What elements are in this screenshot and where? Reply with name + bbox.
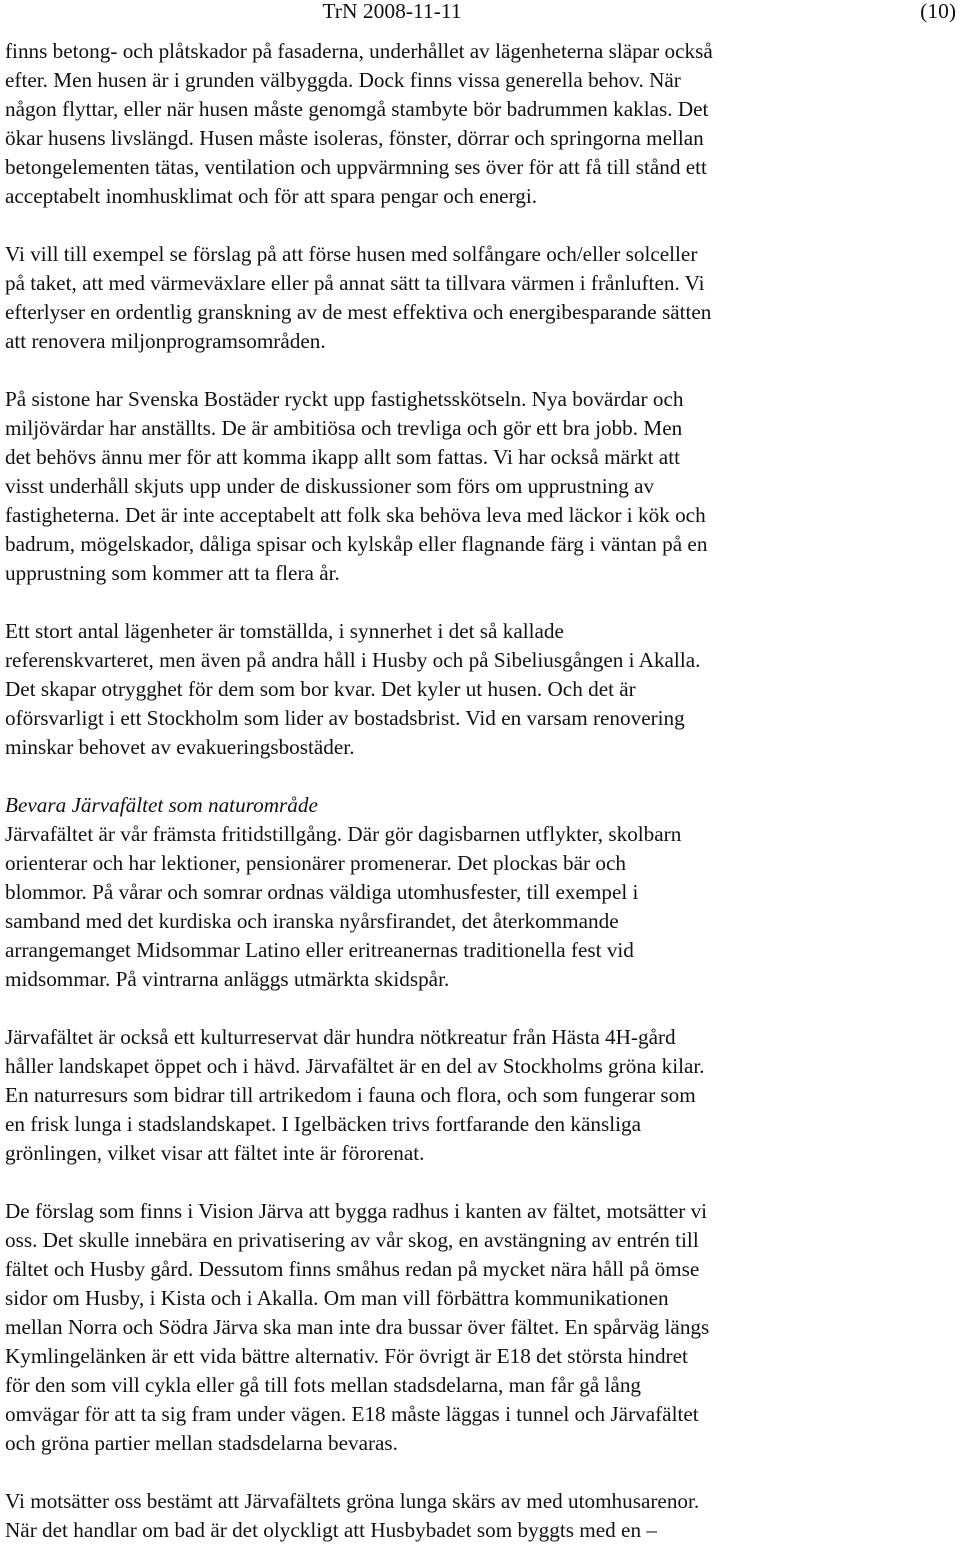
text-line: Vi vill till exempel se förslag på att förse husen med solfångare och/eller solceller (5, 242, 698, 266)
text-line: Vi motsätter oss bestämt att Järvafältets gröna lunga skärs av med utomhusarenor. (5, 1489, 700, 1513)
text-line: finns betong- och plåtskador på fasaderna, underhållet av lägenheterna släpar också (5, 39, 713, 63)
text-line: miljövärdar har anställts. De är ambitiösa och trevliga och gör ett bra jobb. Men (5, 416, 683, 440)
text-line: en frisk lunga i stadslandskapet. I Igelbäcken trivs fortfarande den känsliga (5, 1112, 641, 1136)
text-line: någon flyttar, eller när husen måste genomgå stambyte bör badrummen kaklas. Det (5, 97, 709, 121)
section-heading: Bevara Järvafältet som naturområde (5, 793, 318, 817)
text-line: efterlyser en ordentlig granskning av de mest effektiva och energibesparande sätten (5, 300, 712, 324)
text-line: att renovera miljonprogramsområden. (5, 329, 326, 353)
text-line: De förslag som finns i Vision Järva att bygga radhus i kanten av fältet, motsätter vi (5, 1199, 708, 1223)
text-line: ökar husens livslängd. Husen måste isoleras, fönster, dörrar och springorna mellan (5, 126, 704, 150)
page-number: (10) (920, 0, 956, 23)
text-line: Järvafältet är också ett kulturreservat där hundra nötkreatur från Hästa 4H-gård (5, 1025, 676, 1049)
text-line: acceptabelt inomhusklimat och för att spara pengar och energi. (5, 184, 538, 208)
paragraph (5, 820, 960, 994)
text-line: samband med det kurdiska och iranska nyårsfirandet, det återkommande (5, 909, 619, 933)
text-line: Kymlingelänken är ett vida bättre alternativ. För övrigt är E18 det största hindret (5, 1344, 688, 1368)
text-line: omvägar för att ta sig fram under vägen. E18 måste läggas i tunnel och Järvafältet (5, 1402, 699, 1426)
paragraph (5, 1197, 960, 1458)
text-line: efter. Men husen är i grunden välbyggda. Dock finns vissa generella behov. När (5, 68, 681, 92)
document-reference: TrN 2008-11-11 (322, 0, 462, 23)
paragraph (5, 385, 960, 588)
text-line: och gröna partier mellan stadsdelarna bevaras. (5, 1431, 398, 1455)
text-line: grönlingen, vilket visar att fältet inte är förorenat. (5, 1141, 425, 1165)
text-line: sidor om Husby, i Kista och i Akalla. Om man vill förbättra kommunikationen (5, 1286, 669, 1310)
paragraph (5, 37, 960, 211)
text-line: upprustning som kommer att ta flera år. (5, 561, 340, 585)
section-jarvafaltet (5, 791, 960, 1545)
text-line: En naturresurs som bidrar till artrikedom i fauna och flora, och som fungerar som (5, 1083, 696, 1107)
text-line: När det handlar om bad är det olyckligt att Husbybadet som byggts med en – (5, 1518, 657, 1542)
page-header (0, 0, 960, 26)
text-line: oförsvarligt i ett Stockholm som lider av bostadsbrist. Vid en varsam renovering (5, 706, 685, 730)
text-line: badrum, mögelskador, dåliga spisar och kylskåp eller flagnande färg i väntan på en (5, 532, 708, 556)
text-line: Det skapar otrygghet för dem som bor kvar. Det kyler ut husen. Och det är (5, 677, 636, 701)
text-line: visst underhåll skjuts upp under de diskussioner som förs om upprustning av (5, 474, 655, 498)
text-line: för den som vill cykla eller gå till fots mellan stadsdelarna, man får gå lång (5, 1373, 642, 1397)
paragraph (5, 1023, 960, 1168)
text-line: fältet och Husby gård. Dessutom finns småhus redan på mycket nära håll på ömse (5, 1257, 700, 1281)
text-line: På sistone har Svenska Bostäder ryckt upp fastighetsskötseln. Nya bovärdar och (5, 387, 684, 411)
text-line: Järvafältet är vår främsta fritidstillgång. Där gör dagisbarnen utflykter, skolbarn (5, 822, 682, 846)
text-line: referenskvarteret, men även på andra håll i Husby och på Sibeliusgången i Akalla. (5, 648, 701, 672)
text-line: fastigheterna. Det är inte acceptabelt att folk ska behöva leva med läckor i kök och (5, 503, 706, 527)
text-line: arrangemanget Midsommar Latino eller eritreanernas traditionella fest vid (5, 938, 634, 962)
text-line: det behövs ännu mer för att komma ikapp allt som fattas. Vi har också märkt att (5, 445, 680, 469)
text-line: blommor. På vårar och somrar ordnas väldiga utomhusfester, till exempel i (5, 880, 639, 904)
text-line: mellan Norra och Södra Järva ska man inte dra bussar över fältet. En spårväg längs (5, 1315, 710, 1339)
paragraph (5, 1487, 960, 1545)
text-line: håller landskapet öppet och i hävd. Järvafältet är en del av Stockholms gröna kilar. (5, 1054, 705, 1078)
text-line: Ett stort antal lägenheter är tomställda, i synnerhet i det så kallade (5, 619, 564, 643)
text-line: på taket, att med värmeväxlare eller på annat sätt ta tillvara värmen i frånluften. Vi (5, 271, 705, 295)
text-line: oss. Det skulle innebära en privatisering av vår skog, en avstängning av entrén till (5, 1228, 699, 1252)
text-line: orienterar och har lektioner, pensionärer promenerar. Det plockas bär och (5, 851, 626, 875)
text-line: minskar behovet av evakueringsbostäder. (5, 735, 355, 759)
paragraph (5, 240, 960, 356)
text-line: midsommar. På vintrarna anläggs utmärkta skidspår. (5, 967, 450, 991)
paragraph (5, 617, 960, 762)
text-line: betongelementen tätas, ventilation och uppvärmning ses över för att få till stånd ett (5, 155, 707, 179)
document-body (5, 37, 960, 1545)
